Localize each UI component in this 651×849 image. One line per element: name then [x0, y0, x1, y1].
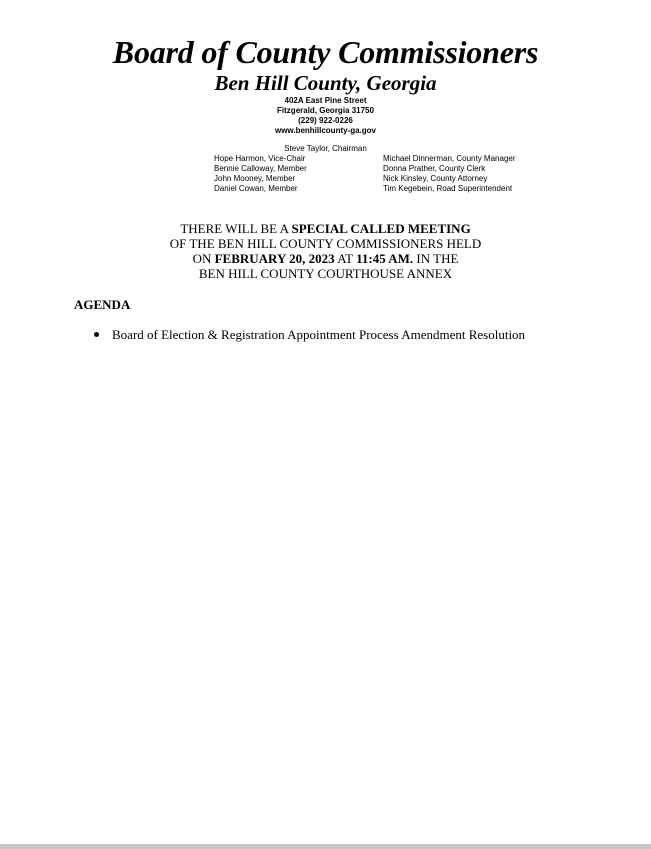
website-address: www.benhillcounty-ga.gov: [274, 126, 377, 135]
meeting-type: SPECIAL CALLED MEETING: [291, 221, 471, 236]
meeting-notice: [0, 221, 651, 281]
notice-text: IN THE: [413, 251, 459, 266]
county-staff-list: [383, 154, 516, 194]
bullet-icon: [94, 332, 99, 337]
phone-number: (229) 922-0226: [298, 116, 353, 125]
chairman-line: Steve Taylor, Chairman: [284, 144, 367, 153]
staff-entry: Michael Dinnerman, County Manager: [383, 154, 516, 163]
agenda-item: [94, 327, 564, 342]
city-state-zip: Fitzgerald, Georgia 31750: [277, 106, 374, 115]
notice-line-3: [0, 251, 651, 266]
agenda-list: [94, 327, 564, 342]
staff-entry: Tim Kegebein, Road Superintendent: [383, 184, 513, 193]
notice-text: THERE WILL BE A: [180, 221, 292, 236]
notice-line-1: [0, 221, 651, 236]
meeting-location: BEN HILL COUNTY COURTHOUSE ANNEX: [198, 266, 453, 281]
street-address: 402A East Pine Street: [284, 96, 367, 105]
meeting-time: 11:45 AM.: [356, 251, 414, 266]
agenda-item-text: Board of Election & Registration Appointment Process Amendment Resolution: [112, 327, 526, 342]
member-entry: Bennie Calloway, Member: [214, 164, 307, 173]
commission-members-list: [214, 154, 307, 194]
notice-text: ON: [192, 251, 215, 266]
county-subtitle: Ben Hill County, Georgia: [214, 71, 437, 95]
notice-line-2: OF THE BEN HILL COUNTY COMMISSIONERS HELD: [169, 236, 482, 251]
staff-entry: Donna Prather, County Clerk: [383, 164, 486, 173]
page-bottom-border: [0, 844, 651, 849]
member-entry: John Mooney, Member: [214, 174, 296, 183]
address-block: [0, 96, 651, 136]
member-entry: Daniel Cowan, Member: [214, 184, 298, 193]
member-entry: Hope Harmon, Vice-Chair: [214, 154, 306, 163]
board-title: Board of County Commissioners: [112, 34, 539, 70]
meeting-date: FEBRUARY 20, 2023: [214, 251, 335, 266]
staff-entry: Nick Kinsley, County Attorney: [383, 174, 488, 183]
notice-text: AT: [334, 251, 357, 266]
agenda-heading: AGENDA: [74, 297, 131, 312]
